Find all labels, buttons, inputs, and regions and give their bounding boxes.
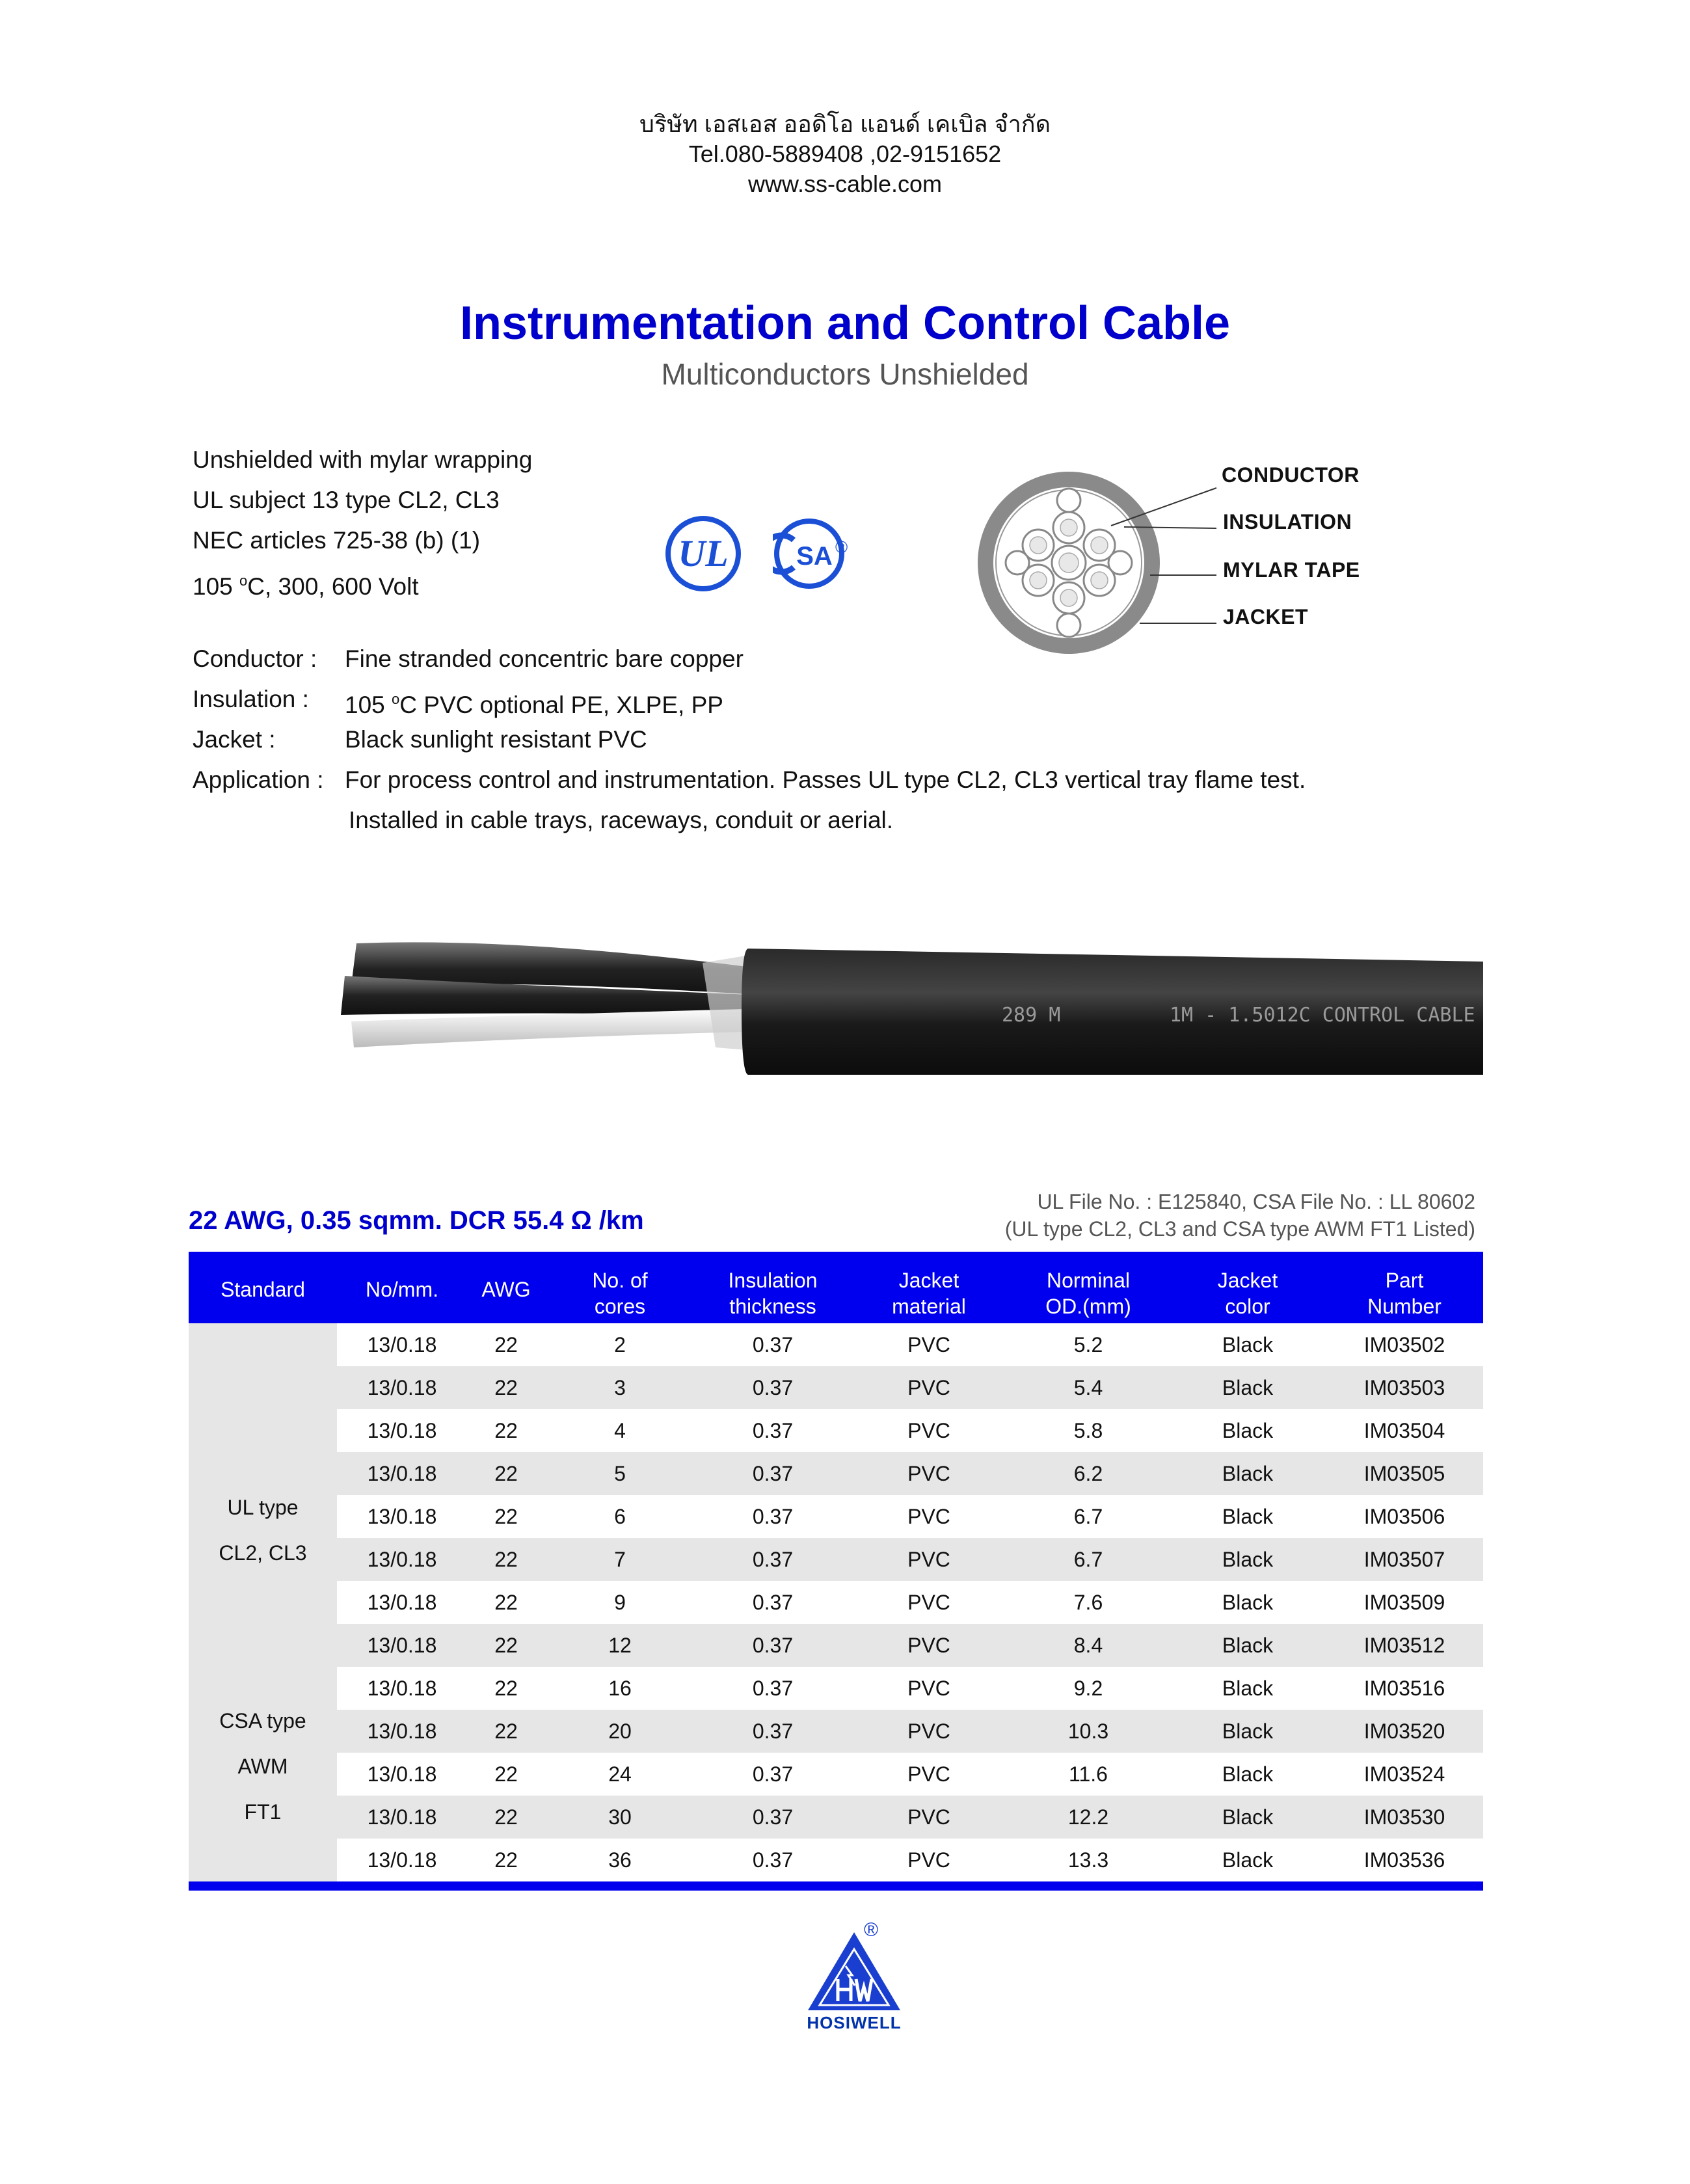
spec-value: Fine stranded concentric bare copper	[345, 645, 744, 672]
label-jacket: JACKET	[1223, 605, 1309, 628]
th-line: No. of	[592, 1269, 648, 1292]
cell-insulation: 0.37	[752, 1762, 794, 1786]
cell-jacket-color: Black	[1222, 1762, 1274, 1786]
page-subtitle: Multiconductors Unshielded	[661, 357, 1029, 391]
file-info-line1: UL File No. : E125840, CSA File No. : LL 80602	[1037, 1190, 1475, 1213]
cell-no-mm: 13/0.18	[367, 1848, 437, 1872]
cell-od: 6.7	[1073, 1548, 1103, 1571]
table-row	[189, 1667, 1483, 1710]
cell-awg: 22	[494, 1762, 518, 1786]
cell-od: 7.6	[1073, 1591, 1103, 1614]
feature-voltage-pre: 105	[193, 573, 240, 600]
cell-no-mm: 13/0.18	[367, 1719, 437, 1743]
cell-od: 12.2	[1067, 1805, 1109, 1829]
page-title: Instrumentation and Control Cable	[459, 297, 1231, 349]
label-mylar-tape: MYLAR TAPE	[1223, 558, 1360, 582]
th-line: thickness	[729, 1295, 816, 1318]
ul-logo	[665, 515, 742, 592]
feature-item	[193, 561, 532, 607]
cell-awg: 22	[494, 1333, 518, 1356]
standard-line: FT1	[244, 1800, 282, 1824]
cell-jacket-color: Black	[1222, 1848, 1274, 1872]
cell-awg: 22	[494, 1719, 518, 1743]
cell-insulation: 0.37	[752, 1462, 794, 1485]
cell-insulation: 0.37	[752, 1719, 794, 1743]
cell-jacket-color: Black	[1222, 1591, 1274, 1614]
table-row	[189, 1495, 1483, 1538]
table-row	[189, 1409, 1483, 1452]
cell-awg: 22	[494, 1548, 518, 1571]
cell-jacket-material: PVC	[907, 1376, 950, 1399]
cell-part-number: IM03516	[1363, 1677, 1445, 1700]
cell-od: 5.2	[1073, 1333, 1103, 1356]
cell-part-number: IM03502	[1363, 1333, 1445, 1356]
cable-print-left: 289 M	[1002, 1004, 1061, 1027]
ul-logo-text: UL	[678, 532, 729, 574]
cell-part-number: IM03504	[1363, 1419, 1445, 1442]
table-row	[189, 1710, 1483, 1753]
table-bottom-rule	[189, 1881, 1483, 1891]
table-row	[189, 1624, 1483, 1667]
th-jacket-material	[851, 1267, 1007, 1319]
cell-cores: 9	[614, 1591, 626, 1614]
cell-no-mm: 13/0.18	[367, 1677, 437, 1700]
th-line: OD.(mm)	[1045, 1295, 1131, 1318]
spec-value: Black sunlight resistant PVC	[345, 726, 647, 753]
th-cores	[545, 1267, 695, 1319]
cell-cores: 2	[614, 1333, 626, 1356]
cell-insulation: 0.37	[752, 1548, 794, 1571]
table-row	[189, 1839, 1483, 1881]
cell-od: 5.4	[1073, 1376, 1103, 1399]
spec-value: For process control and instrumentation. Passes UL type CL2, CL3 vertical tray flame test.	[345, 766, 1306, 793]
cell-insulation: 0.37	[752, 1677, 794, 1700]
feature-list	[193, 440, 532, 607]
th-line: Norminal	[1046, 1269, 1131, 1292]
cable-photo	[325, 924, 1483, 1086]
cell-insulation: 0.37	[752, 1634, 794, 1657]
th-awg	[467, 1276, 545, 1302]
cell-jacket-color: Black	[1222, 1634, 1274, 1657]
th-line: Jacket	[1217, 1269, 1278, 1292]
file-info	[1005, 1188, 1475, 1243]
table-row	[189, 1452, 1483, 1495]
standard-line: UL type	[227, 1496, 299, 1519]
label-insulation: INSULATION	[1223, 510, 1352, 533]
standard-line: CL2, CL3	[219, 1541, 307, 1565]
cell-no-mm: 13/0.18	[367, 1805, 437, 1829]
company-website: www.ss-cable.com	[747, 170, 943, 197]
cell-jacket-color: Black	[1222, 1719, 1274, 1743]
hosiwell-brand: HOSIWELL	[807, 2013, 902, 2032]
feature-voltage-post: C, 300, 600 Volt	[247, 573, 419, 600]
cell-cores: 6	[614, 1505, 626, 1528]
cell-part-number: IM03512	[1363, 1634, 1445, 1657]
cell-awg: 22	[494, 1805, 518, 1829]
table-caption: 22 AWG, 0.35 sqmm. DCR 55.4 Ω /km	[189, 1206, 644, 1235]
insulation-temp: 105	[345, 692, 392, 718]
cell-jacket-material: PVC	[907, 1634, 950, 1657]
file-info-line2: (UL type CL2, CL3 and CSA type AWM FT1 Listed)	[1004, 1217, 1475, 1241]
table-row	[189, 1323, 1483, 1366]
feature-item: UL subject 13 type CL2, CL3	[193, 487, 500, 513]
insulation-desc: C PVC optional PE, XLPE, PP	[399, 692, 723, 718]
th-standard	[189, 1276, 337, 1302]
cell-awg: 22	[494, 1376, 518, 1399]
th-line: Standard	[221, 1278, 305, 1301]
th-line: AWG	[481, 1278, 531, 1301]
cell-od: 6.2	[1073, 1462, 1103, 1485]
spec-key: Insulation :	[193, 686, 309, 712]
label-conductor: CONDUCTOR	[1222, 463, 1360, 487]
cell-jacket-material: PVC	[907, 1848, 950, 1872]
th-line: Number	[1367, 1295, 1442, 1318]
cell-od: 10.3	[1067, 1719, 1109, 1743]
th-jacket-color	[1170, 1267, 1326, 1319]
cell-od: 8.4	[1073, 1634, 1103, 1657]
cell-no-mm: 13/0.18	[367, 1548, 437, 1571]
cell-insulation: 0.37	[752, 1419, 794, 1442]
company-name-thai: บริษัท เอสเอส ออดิโอ แอนด์ เคเบิล จำกัด	[639, 111, 1051, 137]
cell-no-mm: 13/0.18	[367, 1462, 437, 1485]
cell-no-mm: 13/0.18	[367, 1419, 437, 1442]
table-row	[189, 1538, 1483, 1581]
cell-cores: 36	[608, 1848, 632, 1872]
cell-part-number: IM03520	[1363, 1719, 1445, 1743]
cell-jacket-color: Black	[1222, 1677, 1274, 1700]
cell-jacket-color: Black	[1222, 1805, 1274, 1829]
cell-awg: 22	[494, 1462, 518, 1485]
cell-awg: 22	[494, 1591, 518, 1614]
cell-jacket-material: PVC	[907, 1719, 950, 1743]
cell-part-number: IM03509	[1363, 1591, 1445, 1614]
cell-awg: 22	[494, 1634, 518, 1657]
cell-cores: 20	[608, 1719, 632, 1743]
cell-jacket-material: PVC	[907, 1462, 950, 1485]
cell-jacket-color: Black	[1222, 1548, 1274, 1571]
cell-jacket-color: Black	[1222, 1376, 1274, 1399]
cell-od: 11.6	[1069, 1762, 1108, 1786]
cell-jacket-material: PVC	[907, 1762, 950, 1786]
th-line: Part	[1385, 1269, 1424, 1292]
cell-awg: 22	[494, 1419, 518, 1442]
company-header	[0, 109, 1690, 199]
csa-logo-text: SA	[796, 542, 833, 571]
feature-item: NEC articles 725-38 (b) (1)	[193, 527, 481, 554]
cell-no-mm: 13/0.18	[367, 1376, 437, 1399]
th-line: material	[892, 1295, 966, 1318]
cell-jacket-material: PVC	[907, 1333, 950, 1356]
spec-key: Conductor :	[193, 645, 317, 672]
cell-od: 9.2	[1073, 1677, 1103, 1700]
cell-cores: 5	[614, 1462, 626, 1485]
cell-jacket-material: PVC	[907, 1419, 950, 1442]
cell-od: 5.8	[1073, 1419, 1103, 1442]
cell-jacket-color: Black	[1222, 1333, 1274, 1356]
hosiwell-registered-mark: ®	[864, 1919, 879, 1941]
cell-no-mm: 13/0.18	[367, 1505, 437, 1528]
th-line: Jacket	[898, 1269, 959, 1292]
cell-cores: 16	[608, 1677, 632, 1700]
th-no-mm	[337, 1276, 467, 1302]
th-od	[1007, 1267, 1170, 1319]
cell-awg: 22	[494, 1677, 518, 1700]
cell-no-mm: 13/0.18	[367, 1762, 437, 1786]
cell-awg: 22	[494, 1848, 518, 1872]
cell-part-number: IM03536	[1363, 1848, 1445, 1872]
cell-part-number: IM03503	[1363, 1376, 1445, 1399]
cell-jacket-color: Black	[1222, 1419, 1274, 1442]
cell-no-mm: 13/0.18	[367, 1591, 437, 1614]
diagram-leader-lines	[1099, 468, 1229, 651]
cell-insulation: 0.37	[752, 1333, 794, 1356]
table-row	[189, 1581, 1483, 1624]
feature-item: Unshielded with mylar wrapping	[193, 446, 533, 473]
th-part-number	[1326, 1267, 1483, 1319]
spec-key: Application :	[193, 766, 324, 793]
cell-insulation: 0.37	[752, 1505, 794, 1528]
th-line: color	[1225, 1295, 1270, 1318]
table-row	[189, 1796, 1483, 1839]
th-line: No/mm.	[366, 1278, 438, 1301]
cell-cores: 12	[608, 1634, 632, 1657]
cell-jacket-material: PVC	[907, 1548, 950, 1571]
cell-insulation: 0.37	[752, 1848, 794, 1872]
cell-part-number: IM03506	[1363, 1505, 1445, 1528]
cell-cores: 24	[608, 1762, 632, 1786]
cell-awg: 22	[494, 1505, 518, 1528]
cell-part-number: IM03530	[1363, 1805, 1445, 1829]
table-row	[189, 1366, 1483, 1409]
standard-line: AWM	[237, 1755, 288, 1778]
cell-cores: 30	[608, 1805, 632, 1829]
spec-value: Installed in cable trays, raceways, conduit or aerial.	[349, 807, 894, 833]
cell-cores: 4	[614, 1419, 626, 1442]
cell-cores: 7	[614, 1548, 626, 1571]
spec-key: Jacket :	[193, 726, 276, 753]
cell-insulation: 0.37	[752, 1591, 794, 1614]
th-line: Insulation	[728, 1269, 818, 1292]
csa-registered-mark: ®	[835, 537, 848, 557]
cell-part-number: IM03505	[1363, 1462, 1445, 1485]
cell-jacket-material: PVC	[907, 1591, 950, 1614]
cell-jacket-color: Black	[1222, 1462, 1274, 1485]
company-phone: Tel.080-5889408 ,02-9151652	[688, 141, 1002, 167]
cell-cores: 3	[614, 1376, 626, 1399]
degree-sup: o	[392, 691, 400, 707]
cell-insulation: 0.37	[752, 1376, 794, 1399]
standard-line: CSA type	[219, 1709, 306, 1732]
cell-od: 13.3	[1067, 1848, 1109, 1872]
cable-print-right: 1M - 1.5012C CONTROL CABLE -	[1170, 1004, 1483, 1027]
degree-sup: o	[239, 573, 248, 589]
cell-part-number: IM03507	[1363, 1548, 1445, 1571]
cell-jacket-material: PVC	[907, 1677, 950, 1700]
spec-value	[345, 679, 723, 725]
cell-no-mm: 13/0.18	[367, 1333, 437, 1356]
th-insulation	[695, 1267, 851, 1319]
cell-jacket-material: PVC	[907, 1505, 950, 1528]
cell-insulation: 0.37	[752, 1805, 794, 1829]
th-line: cores	[594, 1295, 646, 1318]
cell-part-number: IM03524	[1363, 1762, 1445, 1786]
cell-jacket-material: PVC	[907, 1805, 950, 1829]
table-row	[189, 1753, 1483, 1796]
table-header	[189, 1252, 1483, 1323]
cell-od: 6.7	[1073, 1505, 1103, 1528]
cell-no-mm: 13/0.18	[367, 1634, 437, 1657]
cell-jacket-color: Black	[1222, 1505, 1274, 1528]
